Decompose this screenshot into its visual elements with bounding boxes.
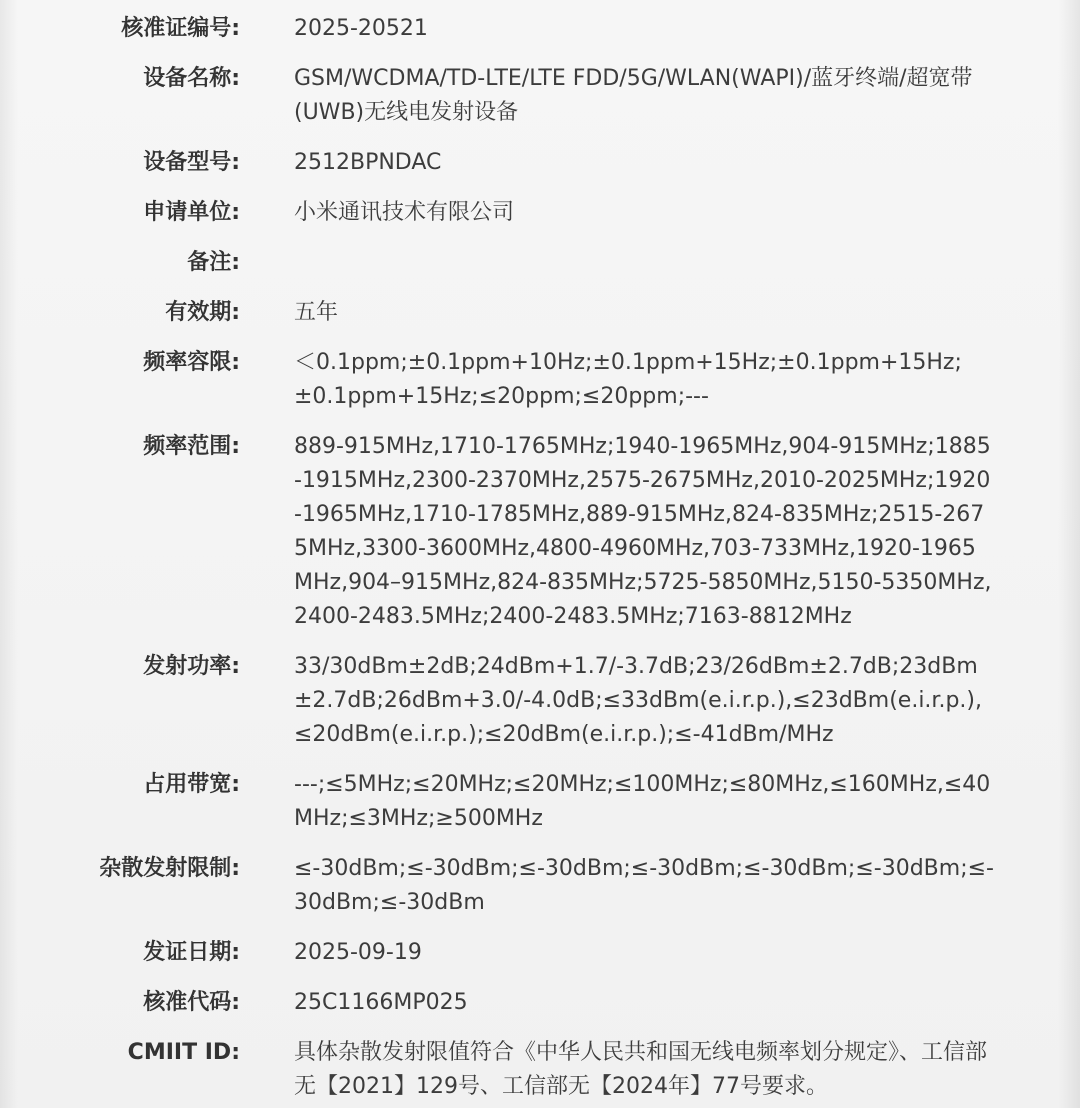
row-approval-code — [0, 986, 1080, 1020]
field-label: 核准证编号: — [121, 16, 240, 41]
row-applicant — [0, 196, 1080, 230]
row-cmiit-id — [0, 1036, 1080, 1104]
row-device-model — [0, 146, 1080, 180]
row-transmit-power — [0, 650, 1080, 752]
field-value: 具体杂散发射限值符合《中华人民共和国无线电频率划分规定》、工信部无【2021】129号、工信部无【2024年】77号要求。 — [294, 1040, 988, 1099]
field-label: 设备名称: — [143, 66, 240, 91]
field-label: 申请单位: — [143, 200, 240, 225]
field-label: 有效期: — [165, 300, 240, 325]
field-label: 频率范围: — [143, 434, 240, 459]
field-label: 发射功率: — [143, 654, 240, 679]
field-value: GSM/WCDMA/TD-LTE/LTE FDD/5G/WLAN(WAPI)/蓝牙终端/超宽带(UWB)无线电发射设备 — [294, 66, 973, 125]
field-label: CMIIT ID: — [127, 1040, 240, 1065]
row-device-name — [0, 62, 1080, 130]
field-value: 五年 — [294, 300, 339, 325]
field-value: ---;≤5MHz;≤20MHz;≤20MHz;≤100MHz;≤80MHz,≤160MHz,≤40MHz;≤3MHz;≥500MHz — [294, 772, 991, 831]
field-label: 杂散发射限制: — [99, 856, 240, 881]
field-value: ＜0.1ppm;±0.1ppm+10Hz;±0.1ppm+15Hz;±0.1ppm+15Hz;±0.1ppm+15Hz;≤20ppm;≤20ppm;--- — [294, 350, 962, 409]
field-value: 33/30dBm±2dB;24dBm+1.7/-3.7dB;23/26dBm±2.7dB;23dBm±2.7dB;26dBm+3.0/-4.0dB;≤33dBm(e.i.r.p.),≤23dBm(e.i.r.p.),≤20dBm(e.i.r.p.);≤20dBm(e.i.r.p.);≤-41dBm/MHz — [294, 654, 982, 747]
certificate-record — [0, 12, 1080, 1104]
field-value: 2512BPNDAC — [294, 150, 442, 175]
field-value: 2025-20521 — [294, 16, 428, 41]
row-validity — [0, 296, 1080, 330]
field-label: 频率容限: — [143, 350, 240, 375]
field-value: ≤-30dBm;≤-30dBm;≤-30dBm;≤-30dBm;≤-30dBm;≤-30dBm;≤-30dBm;≤-30dBm — [294, 856, 994, 915]
field-value: 889-915MHz,1710-1765MHz;1940-1965MHz,904-915MHz;1885-1915MHz,2300-2370MHz,2575-2675MHz,2010-2025MHz;1920-1965MHz,1710-1785MHz,889-915MHz,824-835MHz;2515-2675MHz,3300-3600MHz,4800-4960MHz,703-733MHz,1920-1965MHz,904–915MHz,824-835MHz;5725-5850MHz,5150-5350MHz,2400-2483.5MHz;2400-2483.5MHz;7163-8812MHz — [294, 434, 992, 629]
field-label: 备注: — [187, 250, 240, 275]
field-value: 小米通讯技术有限公司 — [294, 200, 515, 225]
row-frequency-range — [0, 430, 1080, 634]
field-label: 核准代码: — [143, 990, 240, 1015]
row-remarks — [0, 246, 1080, 280]
row-spurious-emission-limit — [0, 852, 1080, 920]
row-approval-number — [0, 12, 1080, 46]
field-label: 发证日期: — [143, 940, 240, 965]
field-label: 占用带宽: — [143, 772, 240, 797]
field-value — [294, 246, 994, 280]
field-value: 2025-09-19 — [294, 940, 422, 965]
field-value: 25C1166MP025 — [294, 990, 468, 1015]
row-issue-date — [0, 936, 1080, 970]
row-occupied-bandwidth — [0, 768, 1080, 836]
row-frequency-tolerance — [0, 346, 1080, 414]
field-label: 设备型号: — [143, 150, 240, 175]
